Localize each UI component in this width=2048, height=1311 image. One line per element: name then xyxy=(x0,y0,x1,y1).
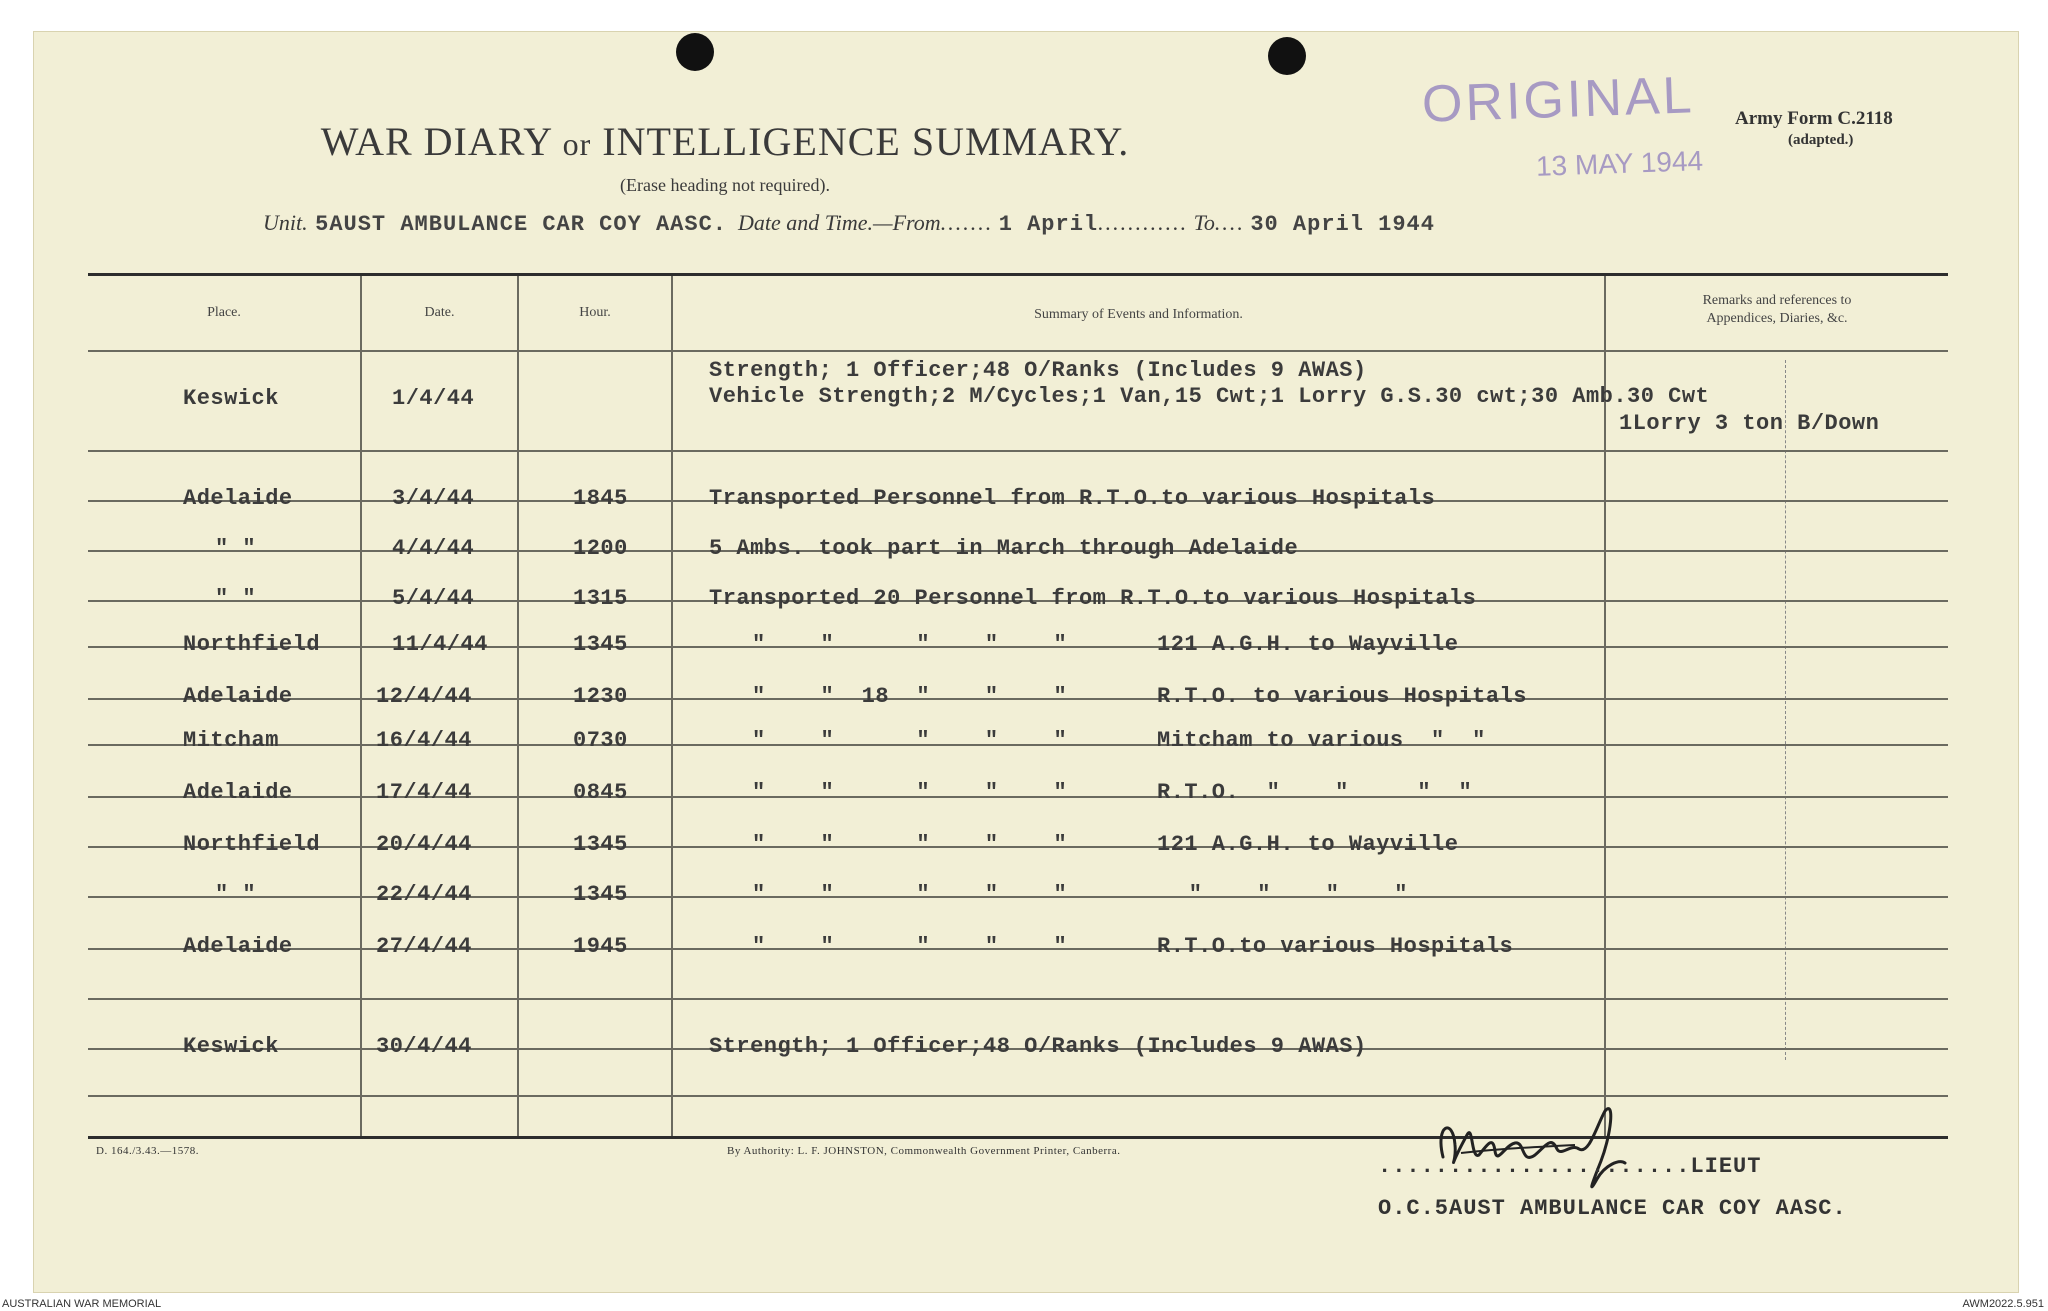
table-top-rule xyxy=(88,273,1948,276)
entry-hour: 1345 xyxy=(573,832,628,857)
entry-ditto: " " " " " xyxy=(752,832,1068,857)
remarks-dashed-divider xyxy=(1785,360,1786,1060)
entry-hour: 1230 xyxy=(573,684,628,709)
to-label: To xyxy=(1193,210,1215,235)
entry-ditto: " " " " " xyxy=(752,632,1068,657)
army-form-adapted: (adapted.) xyxy=(1788,132,1854,148)
entry-place: " " xyxy=(215,586,257,611)
entry-hour: 1315 xyxy=(573,586,628,611)
entry-ditto: " " " " " xyxy=(752,728,1068,753)
entry-hour: 0845 xyxy=(573,780,628,805)
entry-place: Northfield xyxy=(183,632,321,657)
entry-date: 30/4/44 xyxy=(376,1034,472,1059)
col-divider xyxy=(671,276,673,1136)
from-value: 1 April xyxy=(998,212,1099,237)
entry-summary: Transported Personnel from R.T.O.to various Hospitals xyxy=(709,486,1436,511)
archive-credit: AUSTRALIAN WAR MEMORIAL xyxy=(2,1298,162,1310)
entry-ditto: " " " " " xyxy=(752,780,1068,805)
entry-summary: Strength; 1 Officer;48 O/Ranks (Includes 9 AWAS) xyxy=(709,358,1367,383)
entry-summary: Vehicle Strength;2 M/Cycles;1 Van,15 Cwt;1 Lorry G.S.30 cwt;30 Amb.30 Cwt xyxy=(709,384,1710,409)
ruled-row-line xyxy=(88,350,1948,352)
unit-line: Unit. 5AUST AMBULANCE CAR COY AASC. Date and Time.—From....... 1 April............ To.... 30 April 1944 xyxy=(263,210,1435,237)
entry-summary: R.T.O. to various Hospitals xyxy=(1157,684,1527,709)
entry-date: 4/4/44 xyxy=(392,536,475,561)
entry-summary: 5 Ambs. took part in March through Adelaide xyxy=(709,536,1299,561)
ruled-row-line xyxy=(88,1095,1948,1097)
entry-date: 5/4/44 xyxy=(392,586,475,611)
entry-summary: 121 A.G.H. to Wayville xyxy=(1157,632,1459,657)
col-head-date: Date. xyxy=(424,305,455,320)
form-title: WAR DIARY or INTELLIGENCE SUMMARY. xyxy=(320,119,1130,164)
entry-place: Adelaide xyxy=(183,486,293,511)
entry-date: 17/4/44 xyxy=(376,780,472,805)
date-label: Date and Time.—From xyxy=(738,210,941,235)
entry-date: 16/4/44 xyxy=(376,728,472,753)
ruled-row-line xyxy=(88,450,1948,452)
col-divider xyxy=(517,276,519,1136)
entry-hour: 1200 xyxy=(573,536,628,561)
entry-summary: Mitcham to various " " xyxy=(1157,728,1486,753)
col-divider xyxy=(360,276,362,1136)
entry-summary: " " " " xyxy=(1175,882,1408,907)
army-form-number: Army Form C.2118 xyxy=(1735,108,1893,129)
entry-summary: 121 A.G.H. to Wayville xyxy=(1157,832,1459,857)
form-code: D. 164./3.43.—1578. xyxy=(96,1145,199,1157)
entry-date: 27/4/44 xyxy=(376,934,472,959)
entry-hour: 1845 xyxy=(573,486,628,511)
entry-date: 1/4/44 xyxy=(392,386,475,411)
printer-authority: By Authority: L. F. JOHNSTON, Commonwealth Government Printer, Canberra. xyxy=(727,1145,1121,1157)
entry-date: 3/4/44 xyxy=(392,486,475,511)
to-value: 30 April 1944 xyxy=(1250,212,1435,237)
entry-hour: 1345 xyxy=(573,882,628,907)
punch-hole-left xyxy=(676,33,714,71)
form-subtitle: (Erase heading not required). xyxy=(620,175,830,195)
entry-date: 22/4/44 xyxy=(376,882,472,907)
entry-place: Mitcham xyxy=(183,728,279,753)
entry-date: 12/4/44 xyxy=(376,684,472,709)
unit-value: 5AUST AMBULANCE CAR COY AASC. xyxy=(315,212,727,237)
entry-hour: 1345 xyxy=(573,632,628,657)
punch-hole-right xyxy=(1268,37,1306,75)
entry-ditto: " " " " " xyxy=(752,882,1068,907)
entry-place: Adelaide xyxy=(183,684,293,709)
col-head-hour: Hour. xyxy=(579,305,611,320)
unit-label: Unit xyxy=(263,210,303,235)
entry-date: 20/4/44 xyxy=(376,832,472,857)
entry-remarks: 1Lorry 3 ton B/Down xyxy=(1619,411,1880,436)
entry-summary: R.T.O.to various Hospitals xyxy=(1157,934,1514,959)
col-head-place: Place. xyxy=(207,305,241,320)
entry-date: 11/4/44 xyxy=(392,632,488,657)
entry-place: Northfield xyxy=(183,832,321,857)
ruled-row-line xyxy=(88,998,1948,1000)
signature-rank-line: ......................LIEUT xyxy=(1378,1154,1762,1179)
date-stamp: 13 MAY 1944 xyxy=(1535,145,1704,182)
entry-place: Keswick xyxy=(183,1034,279,1059)
entry-ditto: " " 18 " " " xyxy=(752,684,1068,709)
entry-hour: 0730 xyxy=(573,728,628,753)
entry-place: Adelaide xyxy=(183,780,293,805)
entry-summary: R.T.O. " " " " xyxy=(1157,780,1473,805)
entry-place: Adelaide xyxy=(183,934,293,959)
archive-reference: AWM2022.5.951 xyxy=(1962,1298,2044,1310)
entry-place: Keswick xyxy=(183,386,279,411)
officer-commanding-line: O.C.5AUST AMBULANCE CAR COY AASC. xyxy=(1378,1196,1847,1221)
entry-hour: 1945 xyxy=(573,934,628,959)
col-head-remarks: Remarks and references to Appendices, Diaries, &c. xyxy=(1702,293,1852,326)
entry-summary: Transported 20 Personnel from R.T.O.to various Hospitals xyxy=(709,586,1477,611)
entry-ditto: " " " " " xyxy=(752,934,1068,959)
entry-place: " " xyxy=(215,882,257,907)
entry-summary: Strength; 1 Officer;48 O/Ranks (Includes 9 AWAS) xyxy=(709,1034,1367,1059)
handwritten-signature xyxy=(1375,1105,1705,1200)
col-head-summary: Summary of Events and Information. xyxy=(1034,307,1243,322)
entry-place: " " xyxy=(215,536,257,561)
original-stamp: ORIGINAL xyxy=(1421,66,1696,134)
